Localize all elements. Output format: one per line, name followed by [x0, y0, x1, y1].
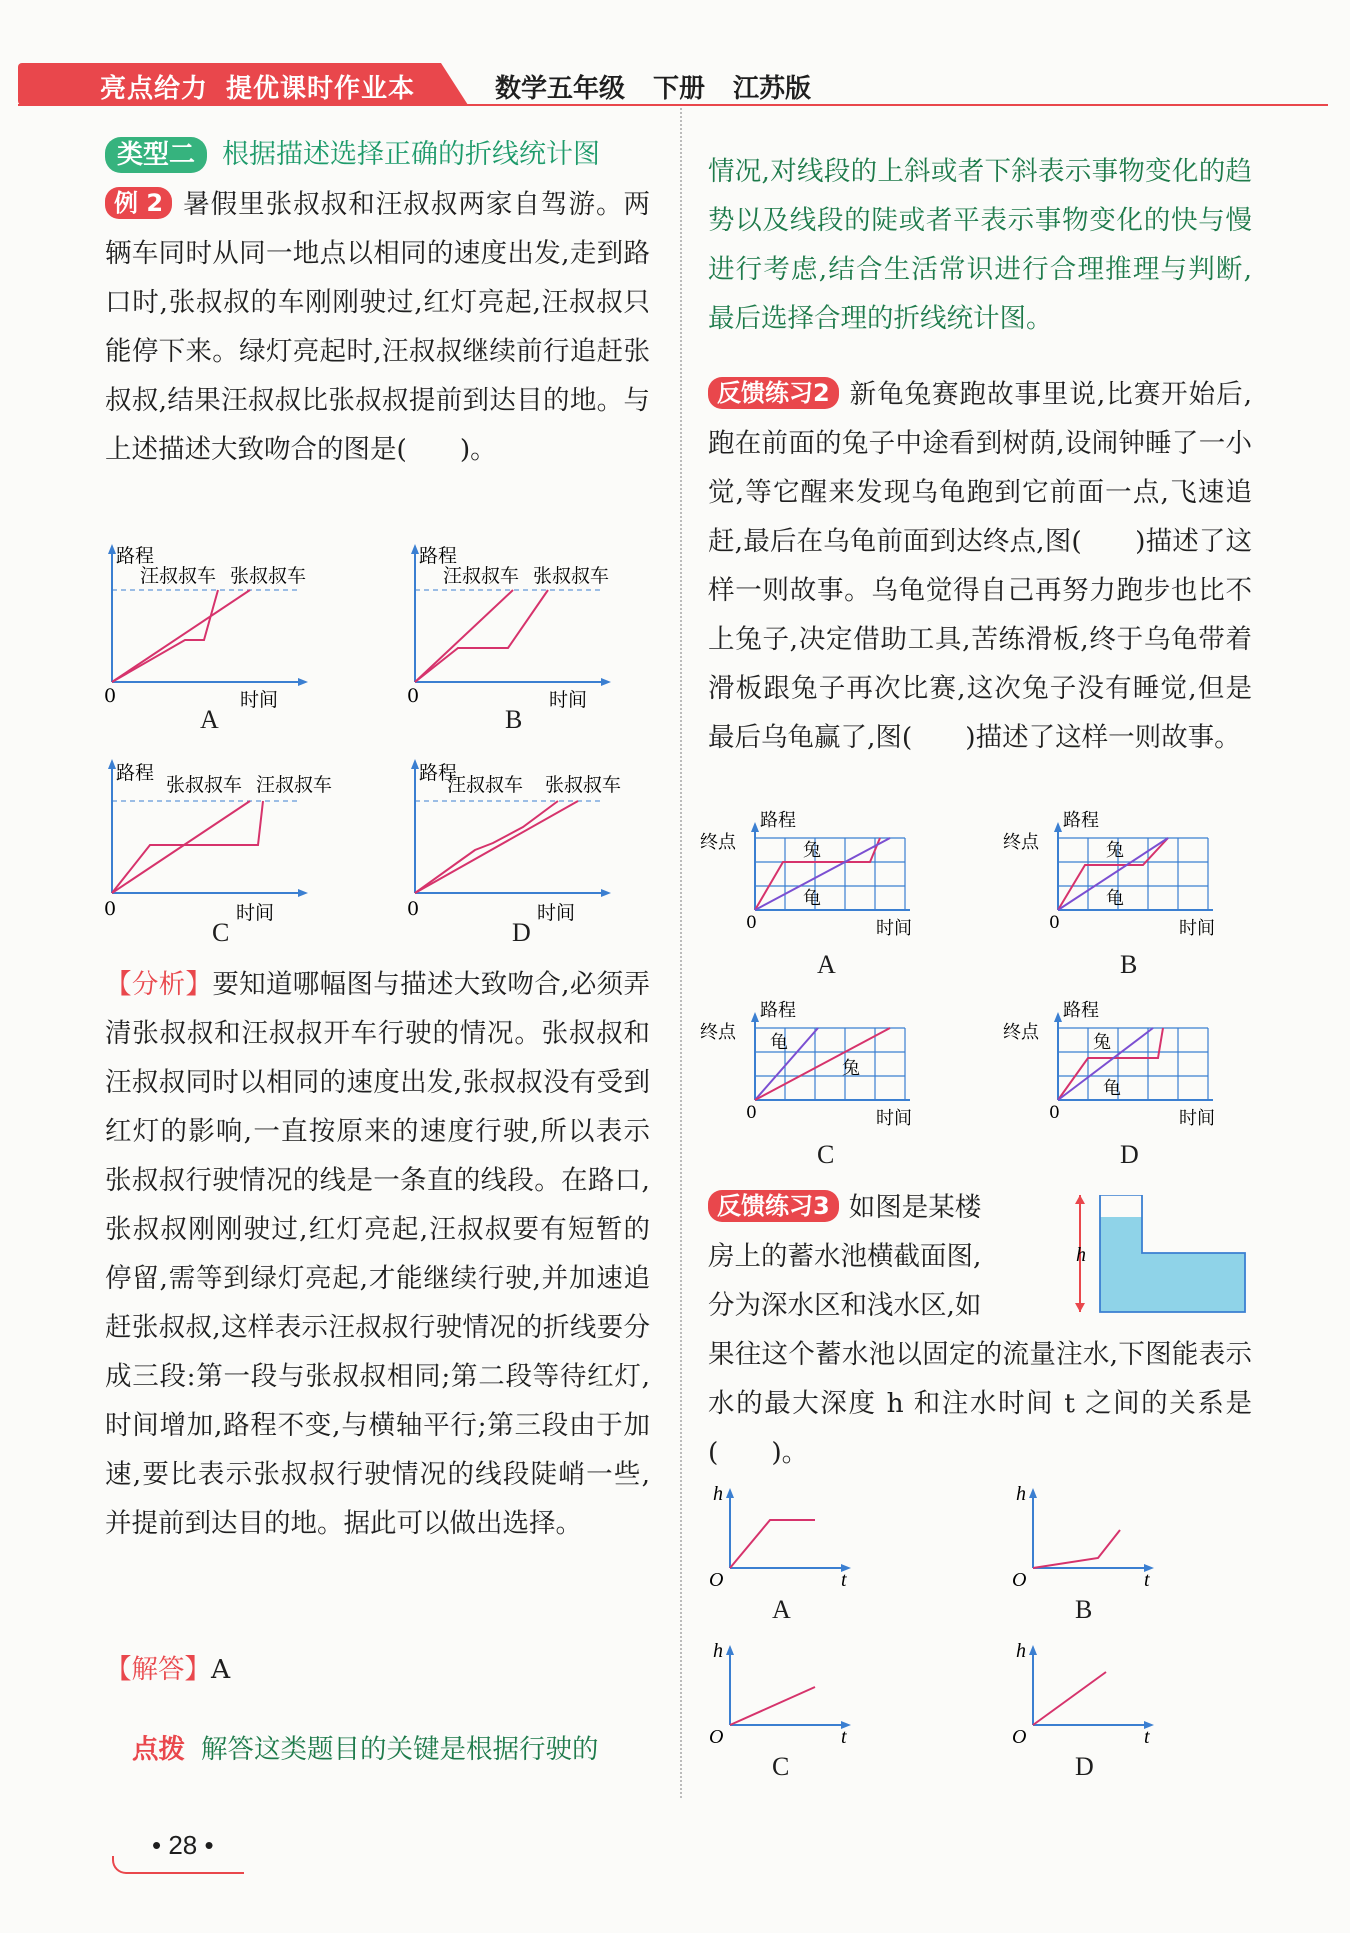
section-badge: 类型二	[105, 137, 207, 173]
p2-c-bottom: 兔	[842, 1058, 860, 1079]
p3-chart-b	[1008, 1480, 1168, 1590]
p2-d-origin: 0	[1049, 1103, 1060, 1123]
p3-a-ylabel: h	[713, 1483, 723, 1505]
p3-d-option: D	[1075, 1752, 1094, 1781]
p2-c-xlabel: 时间	[876, 1108, 912, 1129]
ex2-c-xlabel: 时间	[236, 902, 275, 924]
practice3-text-2: 房上的蓄水池横截面图,	[708, 1241, 982, 1272]
ex2-a-legend-1: 汪叔叔车	[140, 565, 217, 587]
ex2-d-legend-2: 张叔叔车	[545, 774, 622, 796]
ex2-b-xlabel: 时间	[549, 689, 588, 711]
p3-b-ylabel: h	[1016, 1483, 1026, 1505]
p2-chart-c	[700, 990, 960, 1140]
pool-cross-section	[1070, 1195, 1250, 1325]
practice2-badge: 反馈练习2	[708, 377, 839, 409]
example-text: 暑假里张叔叔和汪叔叔两家自驾游。两辆车同时从同一地点以相同的速度出发,走到路口时,张叔叔的车刚刚驶过,红灯亮起,汪叔叔只能停下来。绿灯亮起时,汪叔叔继续前行追赶张叔叔,结果汪叔叔比张叔叔提前到达目的地。与上述描述大致吻合的图是( )。	[105, 189, 650, 465]
ex2-c-origin: 0	[104, 898, 117, 920]
p2-c-origin: 0	[746, 1103, 757, 1123]
p3-chart-d	[1008, 1637, 1168, 1747]
p2-chart-d	[1003, 990, 1263, 1140]
p2-d-xlabel: 时间	[1179, 1108, 1215, 1129]
practice3-question: 果往这个蓄水池以固定的流量注水,下图能表示水的最大深度 h 和注水时间 t 之间的关系是( )。	[708, 1339, 1252, 1468]
p2-b-ylabel: 路程	[1063, 810, 1099, 831]
p3-a-option: A	[772, 1595, 791, 1624]
answer-value: A	[211, 1654, 231, 1685]
p2-b-option: B	[1120, 950, 1138, 979]
p2-a-end: 终点	[700, 832, 736, 853]
p3-d-xlabel: t	[1144, 1726, 1150, 1747]
ex2-a-ylabel: 路程	[116, 545, 155, 567]
p3-d-origin: O	[1012, 1726, 1027, 1747]
tip	[132, 1725, 652, 1774]
p2-d-option: D	[1120, 1140, 1139, 1169]
p2-c-end: 终点	[700, 1022, 736, 1043]
p2-a-top: 兔	[803, 840, 821, 861]
series-subtitle: 提优课时作业本	[226, 74, 416, 104]
ex2-chart-c	[100, 755, 350, 930]
edition: 江苏版	[733, 74, 812, 104]
p2-d-top: 兔	[1093, 1032, 1111, 1053]
p2-b-bottom: 龟	[1106, 888, 1124, 909]
volume: 下册	[653, 74, 706, 104]
practice-2	[708, 370, 1252, 762]
p2-c-option: C	[817, 1140, 835, 1169]
p2-b-top: 兔	[1106, 840, 1124, 861]
book-info	[495, 68, 839, 105]
p2-chart-b	[1003, 800, 1263, 950]
p3-c-origin: O	[709, 1726, 724, 1747]
section-title: 根据描述选择正确的折线统计图	[222, 139, 600, 170]
p3-chart-c	[705, 1637, 865, 1747]
p2-a-xlabel: 时间	[876, 918, 912, 939]
p2-c-top: 龟	[770, 1032, 788, 1053]
ex2-b-legend-2: 张叔叔车	[533, 565, 610, 587]
series-title	[100, 68, 433, 105]
ex2-d-origin: 0	[407, 898, 420, 920]
p2-d-bottom: 龟	[1103, 1078, 1121, 1099]
p2-b-xlabel: 时间	[1179, 918, 1215, 939]
p3-b-origin: O	[1012, 1569, 1027, 1590]
ex2-d-ylabel: 路程	[419, 762, 458, 784]
p2-a-bottom: 龟	[803, 888, 821, 909]
series-name: 亮点给力	[100, 74, 209, 104]
ex2-d-legend-1: 汪叔叔车	[447, 774, 524, 796]
p3-d-ylabel: h	[1016, 1640, 1026, 1662]
answer-label: 【解答】	[105, 1654, 211, 1685]
analysis	[105, 960, 650, 1548]
tip-label: 点拨	[132, 1734, 185, 1765]
p3-c-xlabel: t	[841, 1726, 847, 1747]
p3-b-xlabel: t	[1144, 1569, 1150, 1590]
p3-a-xlabel: t	[841, 1569, 847, 1590]
practice3-text-3: 分为深水区和浅水区,如	[708, 1290, 982, 1321]
ex2-b-origin: 0	[407, 685, 420, 707]
ex2-d-xlabel: 时间	[537, 902, 576, 924]
analysis-text: 要知道哪幅图与描述大致吻合,必须弄清张叔叔和汪叔叔开车行驶的情况。张叔叔和汪叔叔同时以相同的速度出发,张叔叔没有受到红灯的影响,一直按原来的速度行驶,所以表示张叔叔行驶情况的线是一条直的线段。在路口,张叔叔刚刚驶过,红灯亮起,汪叔叔要有短暂的停留,需等到绿灯亮起,才能继续行驶,并加速追赶张叔叔,这样表示汪叔叔行驶情况的折线要分成三段:第一段与张叔叔相同;第二段等待红灯,时间增加,路程不变,与横轴平行;第三段由于加速,要比表示张叔叔行驶情况的线段陡峭一些,并提前到达目的地。据此可以做出选择。	[105, 969, 650, 1539]
ex2-a-legend-2: 张叔叔车	[230, 565, 307, 587]
ex2-c-legend-1: 张叔叔车	[166, 774, 243, 796]
header-divider	[18, 104, 1328, 106]
p2-chart-a	[700, 800, 960, 950]
ex2-a-option: A	[200, 705, 219, 734]
ex2-d-option: D	[512, 918, 531, 947]
ex2-b-option: B	[505, 705, 523, 734]
ex2-b-legend-1: 汪叔叔车	[443, 565, 520, 587]
p2-b-end: 终点	[1003, 832, 1039, 853]
p3-c-option: C	[772, 1752, 790, 1781]
column-divider	[680, 108, 682, 1798]
tip-text-left: 解答这类题目的关键是根据行驶的	[201, 1734, 599, 1765]
ex2-c-ylabel: 路程	[116, 762, 155, 784]
p2-a-origin: 0	[746, 913, 757, 933]
page-number: • 28 •	[152, 1830, 214, 1860]
p3-c-ylabel: h	[713, 1640, 723, 1662]
practice2-text: 新龟兔赛跑故事里说,比赛开始后,跑在前面的兔子中途看到树荫,设闹钟睡了一小觉,等它醒来发现乌龟跑到它前面一点,飞速追赶,最后在乌龟前面到达终点,图( )描述了这样一则故事。乌龟觉得自己再努力跑步也比不上兔子,决定借助工具,苦练滑板,终于乌龟带着滑板跟兔子再次比赛,这次兔子没有睡觉,但是最后乌龟赢了,图( )描述了这样一则故事。	[708, 379, 1252, 753]
pool-h-label: h	[1076, 1244, 1086, 1266]
p3-a-origin: O	[709, 1569, 724, 1590]
ex2-c-option: C	[212, 918, 230, 947]
example-2	[105, 180, 650, 474]
p2-a-option: A	[817, 950, 836, 979]
ex2-chart-d	[403, 755, 653, 930]
practice-3	[708, 1183, 1063, 1330]
ex2-b-ylabel: 路程	[419, 545, 458, 567]
ex2-a-origin: 0	[104, 685, 117, 707]
p2-a-ylabel: 路程	[760, 810, 796, 831]
ex2-chart-b	[403, 540, 653, 715]
tip-continued: 情况,对线段的上斜或者下斜表示事物变化的趋势以及线段的陡或者平表示事物变化的快与慢进行考虑,结合生活常识进行合理推理与判断,最后选择合理的折线统计图。	[708, 156, 1252, 334]
subject: 数学五年级	[495, 74, 626, 104]
practice3-text-1: 如图是某楼	[848, 1192, 982, 1223]
p2-d-ylabel: 路程	[1063, 1000, 1099, 1021]
p2-d-end: 终点	[1003, 1022, 1039, 1043]
ex2-c-legend-2: 汪叔叔车	[256, 774, 333, 796]
ex2-a-xlabel: 时间	[240, 689, 279, 711]
practice3-badge: 反馈练习3	[708, 1190, 839, 1222]
answer	[105, 1645, 650, 1694]
example-badge: 例 2	[105, 187, 172, 219]
analysis-label: 【分析】	[105, 969, 213, 1000]
p2-b-origin: 0	[1049, 913, 1060, 933]
ex2-chart-a	[100, 540, 350, 715]
p2-c-ylabel: 路程	[760, 1000, 796, 1021]
p3-b-option: B	[1075, 1595, 1093, 1624]
p3-chart-a	[705, 1480, 865, 1590]
